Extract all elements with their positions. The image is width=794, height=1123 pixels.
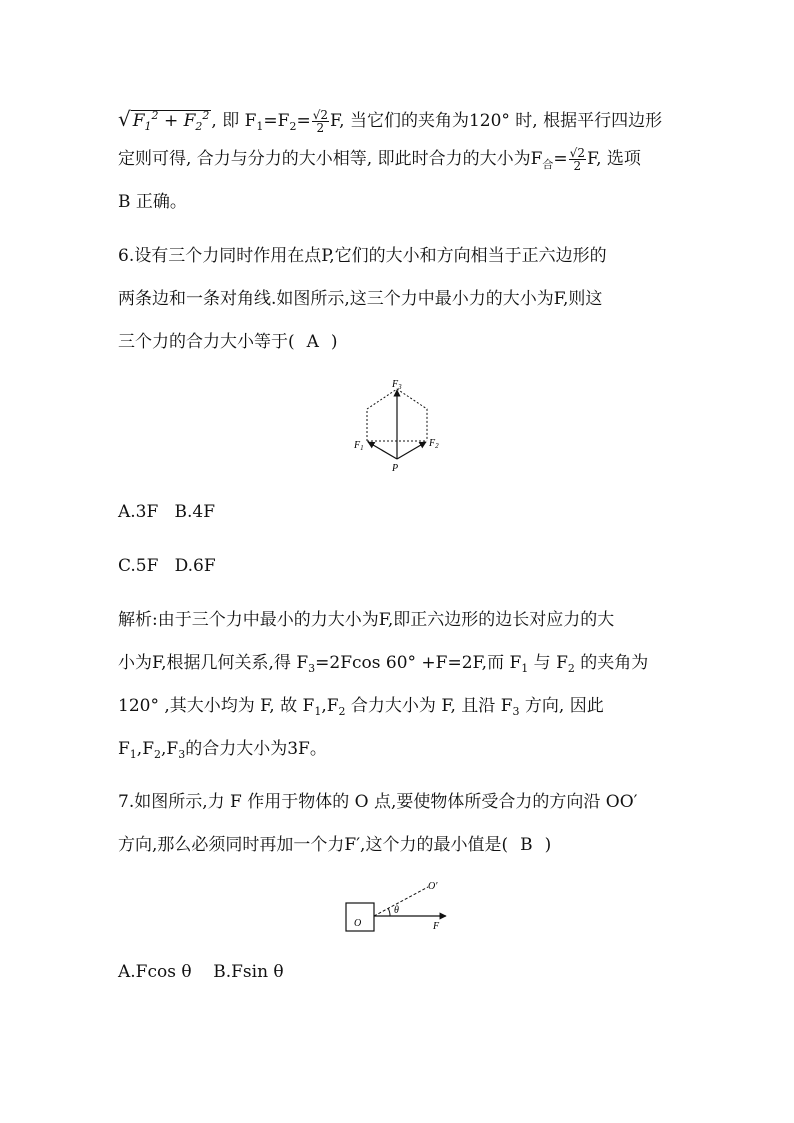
label-theta: θ xyxy=(394,905,399,916)
q7-answer: B xyxy=(520,835,533,855)
q7-options-row-1: A.Fcos θ B.Fsin θ xyxy=(118,962,284,982)
force-f1-arrow xyxy=(368,442,397,459)
q6-analysis-line-4: $F_1,F_2,F_3$的合力大小为3F。 xyxy=(118,739,327,761)
q6-answer: A xyxy=(306,332,319,352)
sol5-line-3: B 正确。 xyxy=(118,192,187,212)
label-p: P xyxy=(392,463,399,474)
q6-stem-line-1: 6.设有三个力同时作用在点P,它们的大小和方向相当于正六边形的 xyxy=(118,246,607,266)
label-o-prime: O′ xyxy=(428,881,438,892)
q6-analysis-line-1: 解析:由于三个力中最小的力大小为F,即正六边形的边长对应力的大 xyxy=(118,610,615,630)
fraction: $\frac{√2}{2}$ xyxy=(312,108,328,135)
q6-hexagon-figure xyxy=(340,375,450,475)
label-f2: $F_2$ xyxy=(429,438,439,450)
sol5-line-1: √ $F_1^2 + F_2^2$ , 即 $F_1=F_2=$ $\frac{√2}{2}$ F, 当它们的夹角为120° 时, 根据平行四边形 xyxy=(118,104,662,139)
q7-stem-line-2: 方向,那么必须同时再加一个力F′,这个力的最小值是( B ) xyxy=(118,835,552,855)
label-o: O xyxy=(354,918,362,929)
force-f2-arrow xyxy=(397,442,426,459)
label-f3: $F_3$ xyxy=(392,379,402,391)
q6-options-row-2: C.5F D.6F xyxy=(118,556,216,576)
q6-stem-line-3: 三个力的合力大小等于( A ) xyxy=(118,332,338,352)
q7-force-figure xyxy=(340,875,460,935)
sol5-line-2: 定则可得, 合力与分力的大小相等, 即此时合力的大小为$F_合=$ $\frac{√2}{2}$ F, 选项 xyxy=(118,146,641,173)
q6-analysis-line-2: 小为F,根据几何关系,得 $F_3=2Fcos$ 60° +F=2F,而 $F_1$ 与 $F_2$ 的夹角为 xyxy=(118,653,649,675)
q6-analysis-line-3: 120° ,其大小均为 F, 故 $F_1,F_2$ 合力大小为 F, 且沿 $F_3$ 方向, 因此 xyxy=(118,696,604,718)
theta-arc xyxy=(388,908,390,916)
sqrt-expression: √ $F_1^2 + F_2^2$ xyxy=(118,107,210,133)
q6-options-row-1: A.3F B.4F xyxy=(118,502,216,522)
q6-stem-line-2: 两条边和一条对角线.如图所示,这三个力中最小力的大小为F,则这 xyxy=(118,289,603,309)
label-f: F xyxy=(433,921,440,932)
q7-stem-line-1: 7.如图所示,力 F 作用于物体的 O 点,要使物体所受合力的方向沿 OO′ xyxy=(118,792,638,812)
oo-prime-dashed-line xyxy=(374,887,428,916)
label-f1: $F_1$ xyxy=(354,440,364,452)
fraction: $\frac{√2}{2}$ xyxy=(569,146,585,173)
